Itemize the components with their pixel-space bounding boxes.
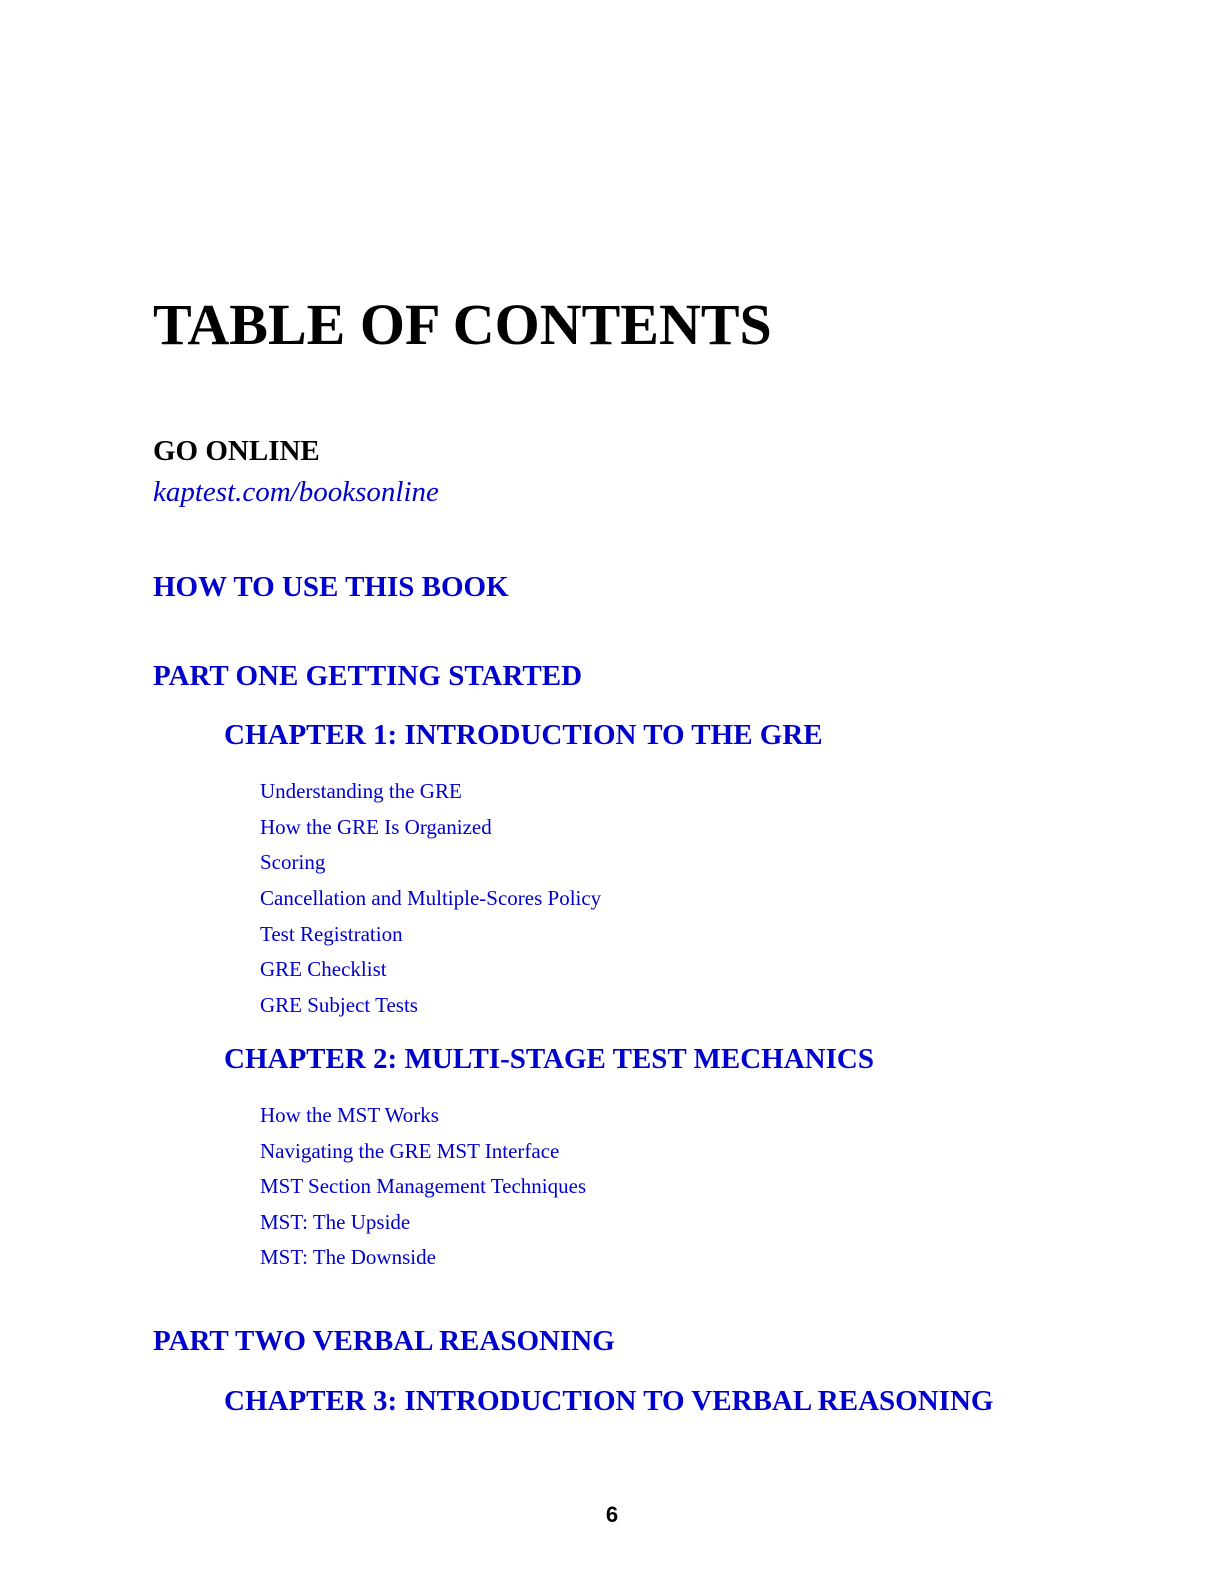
toc-entry-scoring[interactable]: Scoring (260, 850, 326, 874)
toc-entry-how-mst-works[interactable]: How the MST Works (260, 1103, 439, 1127)
toc-entry-chapter-1[interactable]: CHAPTER 1: INTRODUCTION TO THE GRE (224, 719, 823, 751)
toc-entry-chapter-3[interactable]: CHAPTER 3: INTRODUCTION TO VERBAL REASONING (224, 1385, 994, 1417)
toc-entry-mst-downside[interactable]: MST: The Downside (260, 1245, 436, 1269)
toc-entry-mst-interface[interactable]: Navigating the GRE MST Interface (260, 1139, 560, 1163)
toc-entry-part-one[interactable]: PART ONE GETTING STARTED (153, 660, 583, 692)
toc-entry-gre-checklist[interactable]: GRE Checklist (260, 957, 387, 981)
toc-entry-gre-subject-tests[interactable]: GRE Subject Tests (260, 993, 418, 1017)
toc-entry-how-to-use[interactable]: HOW TO USE THIS BOOK (153, 571, 509, 603)
toc-entry-chapter-2[interactable]: CHAPTER 2: MULTI-STAGE TEST MECHANICS (224, 1043, 874, 1075)
page-title: TABLE OF CONTENTS (153, 292, 772, 357)
toc-entry-part-two[interactable]: PART TWO VERBAL REASONING (153, 1325, 615, 1357)
toc-entry-mst-upside[interactable]: MST: The Upside (260, 1210, 411, 1234)
toc-entry-cancellation-policy[interactable]: Cancellation and Multiple-Scores Policy (260, 886, 602, 910)
page-number: 6 (605, 1502, 619, 1527)
toc-entry-test-registration[interactable]: Test Registration (260, 922, 403, 946)
go-online-link[interactable]: kaptest.com/booksonline (153, 476, 439, 508)
toc-entry-mst-section-management[interactable]: MST Section Management Techniques (260, 1174, 587, 1198)
go-online-heading: GO ONLINE (153, 435, 320, 467)
toc-entry-gre-organized[interactable]: How the GRE Is Organized (260, 815, 492, 839)
toc-entry-understanding-gre[interactable]: Understanding the GRE (260, 779, 462, 803)
